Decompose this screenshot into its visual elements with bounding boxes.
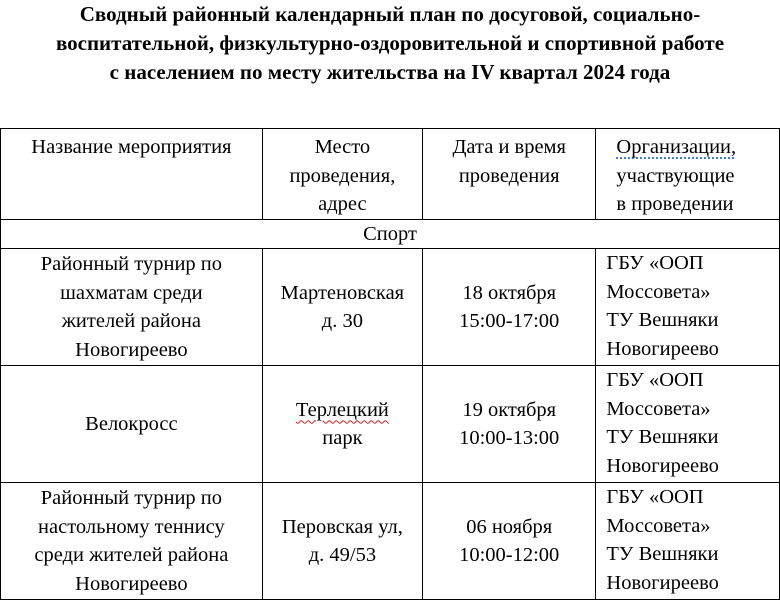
event-place-cell: Терлецкий парк (262, 366, 422, 483)
title-line: воспитательной, физкультурно-оздоровительной и спортивной работе (55, 31, 725, 55)
header-place: Место проведения, адрес (262, 129, 422, 220)
title-line: Сводный районный календарный план по досуговой, социально- (79, 2, 701, 26)
table-row (1, 366, 780, 483)
table-row (1, 483, 780, 600)
table-header-row (1, 129, 780, 220)
header-organizations: Организации, участвующие в проведении (596, 129, 780, 220)
event-org-cell: ГБУ «ООП Моссовета» ТУ Вешняки Новогиреево (596, 366, 780, 483)
header-event-name: Название мероприятия (1, 129, 263, 220)
header-datetime: Дата и время проведения (423, 129, 596, 220)
table-row (1, 249, 780, 366)
event-name-cell: Районный турнир по шахматам среди жителей района Новогиреево (1, 249, 263, 366)
event-name-cell: Районный турнир по настольному теннису среди жителей района Новогиреево (1, 483, 263, 600)
event-name-cell: Велокросс (1, 366, 263, 483)
event-datetime-cell: 18 октября 15:00-17:00 (423, 249, 596, 366)
event-datetime-cell: 19 октября 10:00-13:00 (423, 366, 596, 483)
event-org-cell: ГБУ «ООП Моссовета» ТУ Вешняки Новогиреево (596, 249, 780, 366)
section-title: Спорт (1, 219, 780, 249)
event-org-cell: ГБУ «ООП Моссовета» ТУ Вешняки Новогиреево (596, 483, 780, 600)
event-place-cell: Мартеновская д. 30 (262, 249, 422, 366)
events-table (0, 128, 780, 600)
section-row (1, 219, 780, 249)
document-title (0, 0, 780, 87)
event-datetime-cell: 06 ноября 10:00-12:00 (423, 483, 596, 600)
title-line: с населением по месту жительства на IV квартал 2024 года (109, 60, 671, 84)
event-place-cell: Перовская ул, д. 49/53 (262, 483, 422, 600)
